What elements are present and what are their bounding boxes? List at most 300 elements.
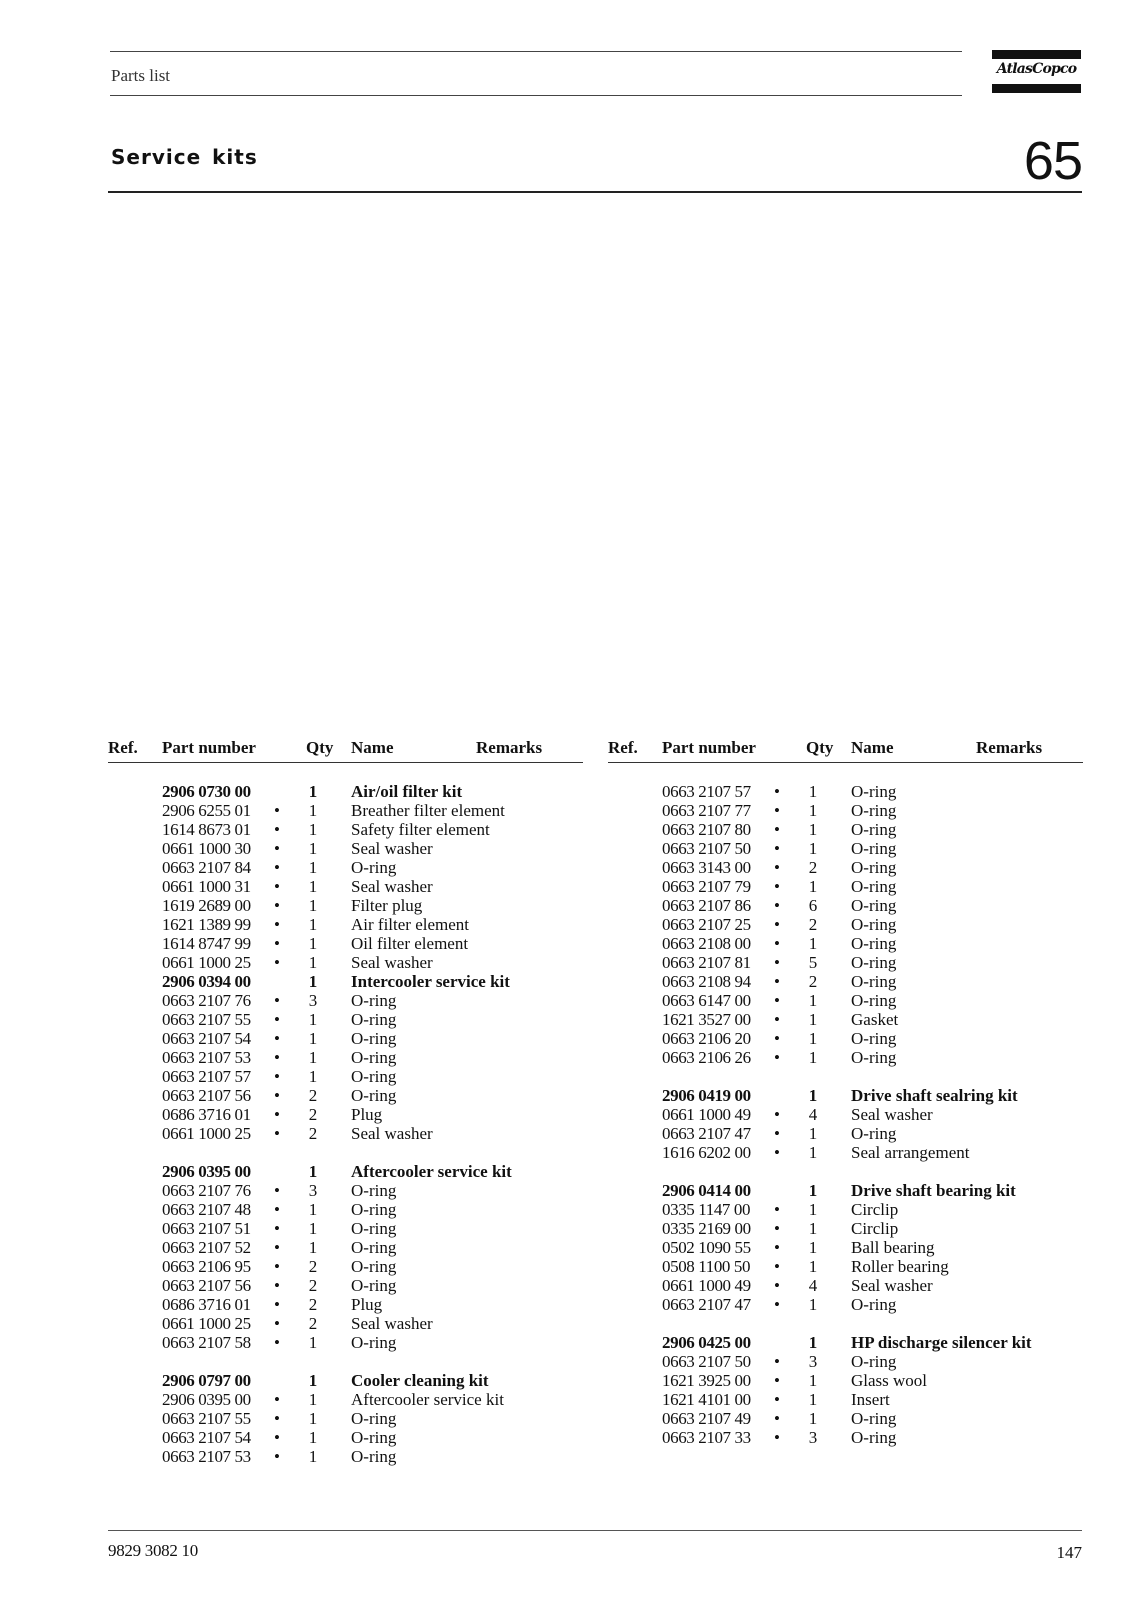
qty-cell: 1	[308, 934, 318, 953]
qty-cell: 1	[808, 1048, 818, 1067]
name-cell: Glass wool	[851, 1371, 928, 1390]
footer-rule	[108, 1530, 1082, 1531]
part-row	[608, 1105, 1083, 1124]
part-row	[108, 1105, 583, 1124]
section-title: Service kits	[111, 145, 258, 169]
part-number-cell: 0663 2106 95	[162, 1257, 251, 1276]
part-number-cell: 0663 2107 79	[662, 877, 751, 896]
name-cell: O-ring	[351, 1086, 397, 1105]
part-row	[608, 1295, 1083, 1314]
section-rule	[108, 191, 1082, 193]
part-row	[108, 1124, 583, 1143]
bullet-cell: •	[774, 1143, 780, 1162]
bullet-cell: •	[274, 1048, 280, 1067]
qty-cell: 4	[808, 1276, 818, 1295]
part-number-cell: 0663 2107 54	[162, 1428, 251, 1447]
part-number-cell: 0661 1000 30	[162, 839, 251, 858]
part-number-cell: 1621 4101 00	[662, 1390, 751, 1409]
part-row	[608, 1010, 1083, 1029]
qty-cell: 1	[308, 782, 318, 801]
bullet-cell: •	[274, 1105, 280, 1124]
part-number-cell: 1614 8673 01	[162, 820, 251, 839]
column-header-ref: Ref.	[608, 738, 638, 757]
qty-cell: 1	[308, 1029, 318, 1048]
bullet-cell: •	[274, 1409, 280, 1428]
name-cell: O-ring	[851, 991, 897, 1010]
bullet-cell: •	[274, 1295, 280, 1314]
name-cell: O-ring	[351, 1428, 397, 1447]
part-row	[608, 1428, 1083, 1447]
part-row	[108, 1086, 583, 1105]
qty-cell: 1	[308, 1428, 318, 1447]
name-cell: Aftercooler service kit	[351, 1390, 504, 1409]
qty-cell: 1	[308, 1200, 318, 1219]
qty-cell: 1	[808, 1181, 818, 1200]
column-header-ref: Ref.	[108, 738, 138, 757]
qty-cell: 1	[308, 972, 318, 991]
name-cell: Air/oil filter kit	[351, 782, 463, 801]
name-cell: Air filter element	[351, 915, 470, 934]
name-cell: Insert	[851, 1390, 890, 1409]
name-cell: O-ring	[851, 1048, 897, 1067]
part-number-cell: 0661 1000 31	[162, 877, 251, 896]
part-row	[108, 1428, 583, 1447]
qty-cell: 2	[308, 1124, 318, 1143]
header-rule-bottom	[110, 95, 962, 96]
qty-cell: 1	[808, 991, 818, 1010]
qty-cell: 1	[308, 858, 318, 877]
part-row	[108, 801, 583, 820]
part-row	[608, 915, 1083, 934]
bullet-cell: •	[774, 915, 780, 934]
part-number-cell: 0663 2107 77	[662, 801, 751, 820]
part-number-cell: 0663 3143 00	[662, 858, 751, 877]
qty-cell: 1	[308, 801, 318, 820]
part-row	[108, 1238, 583, 1257]
part-row	[608, 1352, 1083, 1371]
part-number-cell: 2906 6255 01	[162, 801, 251, 820]
part-row	[608, 820, 1083, 839]
bullet-cell: •	[774, 801, 780, 820]
part-number-cell: 0663 2106 26	[662, 1048, 751, 1067]
bullet-cell: •	[774, 1105, 780, 1124]
name-cell: Roller bearing	[851, 1257, 949, 1276]
part-row	[608, 1219, 1083, 1238]
part-row	[108, 934, 583, 953]
part-number-cell: 0661 1000 49	[662, 1105, 751, 1124]
qty-cell: 1	[808, 1010, 818, 1029]
part-number-cell: 1621 3527 00	[662, 1010, 751, 1029]
part-row	[108, 1276, 583, 1295]
part-row	[108, 1181, 583, 1200]
qty-cell: 2	[308, 1257, 318, 1276]
bullet-cell: •	[774, 991, 780, 1010]
table-header	[608, 738, 1083, 763]
bullet-cell: •	[774, 972, 780, 991]
part-number-cell: 1616 6202 00	[662, 1143, 751, 1162]
bullet-cell: •	[274, 1181, 280, 1200]
qty-cell: 3	[308, 991, 318, 1010]
part-row	[608, 953, 1083, 972]
bullet-cell: •	[274, 1257, 280, 1276]
qty-cell: 1	[808, 782, 818, 801]
part-row	[608, 1257, 1083, 1276]
part-row	[608, 896, 1083, 915]
bullet-cell: •	[774, 1010, 780, 1029]
kit-row	[608, 1086, 1083, 1105]
part-row	[608, 1276, 1083, 1295]
part-row	[108, 1447, 583, 1466]
part-number-cell: 0335 1147 00	[662, 1200, 751, 1219]
name-cell: O-ring	[851, 877, 897, 896]
name-cell: Seal washer	[851, 1105, 933, 1124]
bullet-cell: •	[274, 858, 280, 877]
column-header-remarks: Remarks	[476, 738, 543, 757]
part-number-cell: 0663 2107 56	[162, 1086, 251, 1105]
name-cell: Seal washer	[851, 1276, 933, 1295]
bullet-cell: •	[274, 915, 280, 934]
part-number-cell: 0663 2107 80	[662, 820, 751, 839]
qty-cell: 3	[808, 1428, 818, 1447]
qty-cell: 2	[308, 1295, 318, 1314]
name-cell: O-ring	[351, 1257, 397, 1276]
column-header-part-number: Part number	[162, 738, 256, 757]
bullet-cell: •	[774, 1409, 780, 1428]
bullet-cell: •	[274, 1390, 280, 1409]
part-number-cell: 0663 6147 00	[662, 991, 751, 1010]
part-number-cell: 0663 2107 55	[162, 1409, 251, 1428]
name-cell: O-ring	[351, 1276, 397, 1295]
qty-cell: 3	[308, 1181, 318, 1200]
part-number-cell: 0663 2107 56	[162, 1276, 251, 1295]
part-row	[608, 801, 1083, 820]
name-cell: O-ring	[851, 972, 897, 991]
part-row	[608, 782, 1083, 801]
name-cell: Circlip	[851, 1200, 899, 1219]
part-row	[608, 858, 1083, 877]
part-row	[608, 1390, 1083, 1409]
logo-text: AtlasCopco	[996, 61, 1077, 77]
part-number-cell: 0663 2107 57	[662, 782, 751, 801]
part-number-cell: 0663 2108 94	[662, 972, 751, 991]
name-cell: Breather filter element	[351, 801, 505, 820]
atlas-copco-logo	[992, 48, 1081, 94]
part-row	[608, 1048, 1083, 1067]
part-number-cell: 0663 2107 50	[662, 1352, 751, 1371]
table-body-left	[108, 782, 583, 1466]
part-row	[108, 1048, 583, 1067]
qty-cell: 6	[808, 896, 818, 915]
name-cell: O-ring	[851, 1029, 897, 1048]
part-number-cell: 0663 2107 76	[162, 991, 251, 1010]
name-cell: O-ring	[351, 1029, 397, 1048]
part-number-cell: 2906 0730 00	[162, 782, 251, 801]
qty-cell: 1	[308, 953, 318, 972]
part-number-cell: 0663 2108 00	[662, 934, 751, 953]
part-row	[108, 1257, 583, 1276]
header-rule-top	[110, 51, 962, 52]
logo-bar-bottom	[992, 84, 1081, 93]
bullet-cell: •	[274, 1276, 280, 1295]
part-number-cell: 0663 2107 54	[162, 1029, 251, 1048]
qty-cell: 1	[308, 1067, 318, 1086]
name-cell: O-ring	[351, 1200, 397, 1219]
part-row	[108, 953, 583, 972]
name-cell: Gasket	[851, 1010, 899, 1029]
section-number: 65	[1023, 131, 1082, 191]
part-number-cell: 1614 8747 99	[162, 934, 251, 953]
parts-table-right	[608, 738, 1083, 1447]
name-cell: O-ring	[851, 934, 897, 953]
part-row	[608, 991, 1083, 1010]
bullet-cell: •	[774, 1029, 780, 1048]
name-cell: Drive shaft sealring kit	[851, 1086, 1018, 1105]
part-number-cell: 0661 1000 25	[162, 953, 251, 972]
bullet-cell: •	[774, 1352, 780, 1371]
qty-cell: 1	[808, 1200, 818, 1219]
bullet-cell: •	[774, 953, 780, 972]
footer-page-number: 147	[1056, 1543, 1082, 1562]
bullet-cell: •	[274, 1029, 280, 1048]
name-cell: O-ring	[851, 1409, 897, 1428]
name-cell: O-ring	[351, 1048, 397, 1067]
row-spacer	[608, 1067, 1083, 1086]
bullet-cell: •	[774, 1124, 780, 1143]
name-cell: Seal washer	[351, 1124, 433, 1143]
name-cell: Oil filter element	[351, 934, 469, 953]
bullet-cell: •	[274, 1200, 280, 1219]
qty-cell: 1	[308, 1390, 318, 1409]
name-cell: O-ring	[351, 1238, 397, 1257]
part-row	[608, 1409, 1083, 1428]
name-cell: Circlip	[851, 1219, 899, 1238]
part-number-cell: 0663 2107 50	[662, 839, 751, 858]
name-cell: O-ring	[351, 991, 397, 1010]
part-number-cell: 2906 0797 00	[162, 1371, 251, 1390]
bullet-cell: •	[274, 1010, 280, 1029]
part-number-cell: 0663 2107 33	[662, 1428, 751, 1447]
qty-cell: 1	[308, 820, 318, 839]
qty-cell: 2	[308, 1105, 318, 1124]
name-cell: O-ring	[851, 839, 897, 858]
bullet-cell: •	[774, 1371, 780, 1390]
bullet-cell: •	[774, 877, 780, 896]
part-row	[608, 1200, 1083, 1219]
part-row	[108, 1333, 583, 1352]
part-row	[108, 896, 583, 915]
part-row	[608, 1238, 1083, 1257]
name-cell: Plug	[351, 1295, 383, 1314]
part-row	[108, 991, 583, 1010]
name-cell: O-ring	[851, 953, 897, 972]
part-number-cell: 0661 1000 49	[662, 1276, 751, 1295]
name-cell: Intercooler service kit	[351, 972, 510, 991]
part-number-cell: 2906 0395 00	[162, 1162, 251, 1181]
qty-cell: 1	[808, 1257, 818, 1276]
part-number-cell: 0663 2107 47	[662, 1295, 751, 1314]
part-row	[108, 1390, 583, 1409]
part-number-cell: 0663 2107 55	[162, 1010, 251, 1029]
qty-cell: 1	[808, 839, 818, 858]
bullet-cell: •	[274, 991, 280, 1010]
column-header-qty: Qty	[806, 738, 834, 757]
part-row	[608, 839, 1083, 858]
name-cell: Seal washer	[351, 953, 433, 972]
name-cell: O-ring	[851, 1352, 897, 1371]
part-number-cell: 1621 3925 00	[662, 1371, 751, 1390]
part-number-cell: 0663 2107 52	[162, 1238, 251, 1257]
qty-cell: 1	[808, 1409, 818, 1428]
name-cell: O-ring	[351, 1181, 397, 1200]
part-number-cell: 2906 0414 00	[662, 1181, 751, 1200]
part-number-cell: 0663 2107 76	[162, 1181, 251, 1200]
qty-cell: 1	[308, 877, 318, 896]
part-number-cell: 0663 2107 86	[662, 896, 751, 915]
qty-cell: 2	[308, 1086, 318, 1105]
name-cell: O-ring	[851, 820, 897, 839]
part-row	[108, 1409, 583, 1428]
part-row	[108, 839, 583, 858]
part-row	[108, 858, 583, 877]
qty-cell: 1	[808, 1295, 818, 1314]
part-number-cell: 0663 2107 81	[662, 953, 751, 972]
bullet-cell: •	[274, 896, 280, 915]
part-number-cell: 2906 0394 00	[162, 972, 251, 991]
name-cell: Ball bearing	[851, 1238, 935, 1257]
name-cell: O-ring	[851, 782, 897, 801]
name-cell: O-ring	[351, 1219, 397, 1238]
bullet-cell: •	[274, 934, 280, 953]
name-cell: O-ring	[351, 1409, 397, 1428]
name-cell: Safety filter element	[351, 820, 490, 839]
bullet-cell: •	[274, 953, 280, 972]
part-row	[108, 1314, 583, 1333]
column-header-qty: Qty	[306, 738, 334, 757]
bullet-cell: •	[774, 1428, 780, 1447]
qty-cell: 1	[308, 1238, 318, 1257]
part-number-cell: 0663 2107 53	[162, 1048, 251, 1067]
name-cell: O-ring	[851, 858, 897, 877]
part-number-cell: 1621 1389 99	[162, 915, 251, 934]
qty-cell: 1	[308, 1409, 318, 1428]
row-spacer	[608, 1162, 1083, 1181]
qty-cell: 2	[808, 972, 818, 991]
name-cell: O-ring	[351, 1333, 397, 1352]
part-row	[608, 972, 1083, 991]
part-number-cell: 0508 1100 50	[662, 1257, 751, 1276]
bullet-cell: •	[774, 934, 780, 953]
part-number-cell: 0502 1090 55	[662, 1238, 751, 1257]
qty-cell: 2	[308, 1314, 318, 1333]
bullet-cell: •	[274, 820, 280, 839]
bullet-cell: •	[274, 1333, 280, 1352]
name-cell: O-ring	[851, 896, 897, 915]
bullet-cell: •	[774, 896, 780, 915]
bullet-cell: •	[274, 1124, 280, 1143]
table-header	[108, 738, 583, 763]
qty-cell: 1	[308, 1447, 318, 1466]
qty-cell: 1	[808, 934, 818, 953]
name-cell: O-ring	[351, 1447, 397, 1466]
qty-cell: 1	[308, 915, 318, 934]
qty-cell: 1	[808, 1371, 818, 1390]
part-number-cell: 0686 3716 01	[162, 1105, 251, 1124]
qty-cell: 5	[808, 953, 818, 972]
bullet-cell: •	[274, 877, 280, 896]
part-row	[608, 1124, 1083, 1143]
qty-cell: 1	[808, 1238, 818, 1257]
name-cell: HP discharge silencer kit	[851, 1333, 1032, 1352]
name-cell: O-ring	[851, 1124, 897, 1143]
part-number-cell: 0663 2107 58	[162, 1333, 251, 1352]
kit-row	[108, 1371, 583, 1390]
name-cell: O-ring	[851, 1295, 897, 1314]
kit-row	[608, 1333, 1083, 1352]
bullet-cell: •	[274, 1067, 280, 1086]
column-header-remarks: Remarks	[976, 738, 1043, 757]
row-spacer	[608, 1314, 1083, 1333]
part-number-cell: 0661 1000 25	[162, 1124, 251, 1143]
footer-doc-number: 9829 3082 10	[108, 1541, 198, 1560]
qty-cell: 1	[808, 877, 818, 896]
bullet-cell: •	[274, 1086, 280, 1105]
name-cell: Seal washer	[351, 1314, 433, 1333]
part-number-cell: 0661 1000 25	[162, 1314, 251, 1333]
name-cell: Plug	[351, 1105, 383, 1124]
name-cell: Seal washer	[351, 877, 433, 896]
part-row	[608, 934, 1083, 953]
qty-cell: 1	[808, 820, 818, 839]
bullet-cell: •	[774, 1048, 780, 1067]
part-row	[608, 1371, 1083, 1390]
part-row	[108, 915, 583, 934]
bullet-cell: •	[774, 839, 780, 858]
part-number-cell: 0686 3716 01	[162, 1295, 251, 1314]
part-row	[108, 1010, 583, 1029]
bullet-cell: •	[774, 1238, 780, 1257]
part-number-cell: 2906 0425 00	[662, 1333, 751, 1352]
bullet-cell: •	[274, 1314, 280, 1333]
part-row	[108, 877, 583, 896]
name-cell: O-ring	[351, 858, 397, 877]
qty-cell: 1	[308, 1371, 318, 1390]
qty-cell: 1	[308, 1162, 318, 1181]
qty-cell: 1	[808, 801, 818, 820]
name-cell: Seal washer	[351, 839, 433, 858]
part-number-cell: 0335 2169 00	[662, 1219, 751, 1238]
bullet-cell: •	[774, 782, 780, 801]
qty-cell: 1	[808, 1390, 818, 1409]
bullet-cell: •	[274, 1428, 280, 1447]
bullet-cell: •	[274, 801, 280, 820]
qty-cell: 3	[808, 1352, 818, 1371]
column-header-part-number: Part number	[662, 738, 756, 757]
name-cell: Seal arrangement	[851, 1143, 970, 1162]
name-cell: O-ring	[851, 1428, 897, 1447]
qty-cell: 1	[308, 839, 318, 858]
qty-cell: 1	[308, 1333, 318, 1352]
part-number-cell: 0663 2107 57	[162, 1067, 251, 1086]
qty-cell: 1	[808, 1124, 818, 1143]
bullet-cell: •	[274, 839, 280, 858]
bullet-cell: •	[774, 1390, 780, 1409]
bullet-cell: •	[774, 820, 780, 839]
part-row	[108, 1200, 583, 1219]
qty-cell: 1	[808, 1143, 818, 1162]
header-label: Parts list	[111, 66, 171, 85]
part-number-cell: 0663 2107 48	[162, 1200, 251, 1219]
qty-cell: 1	[308, 1219, 318, 1238]
